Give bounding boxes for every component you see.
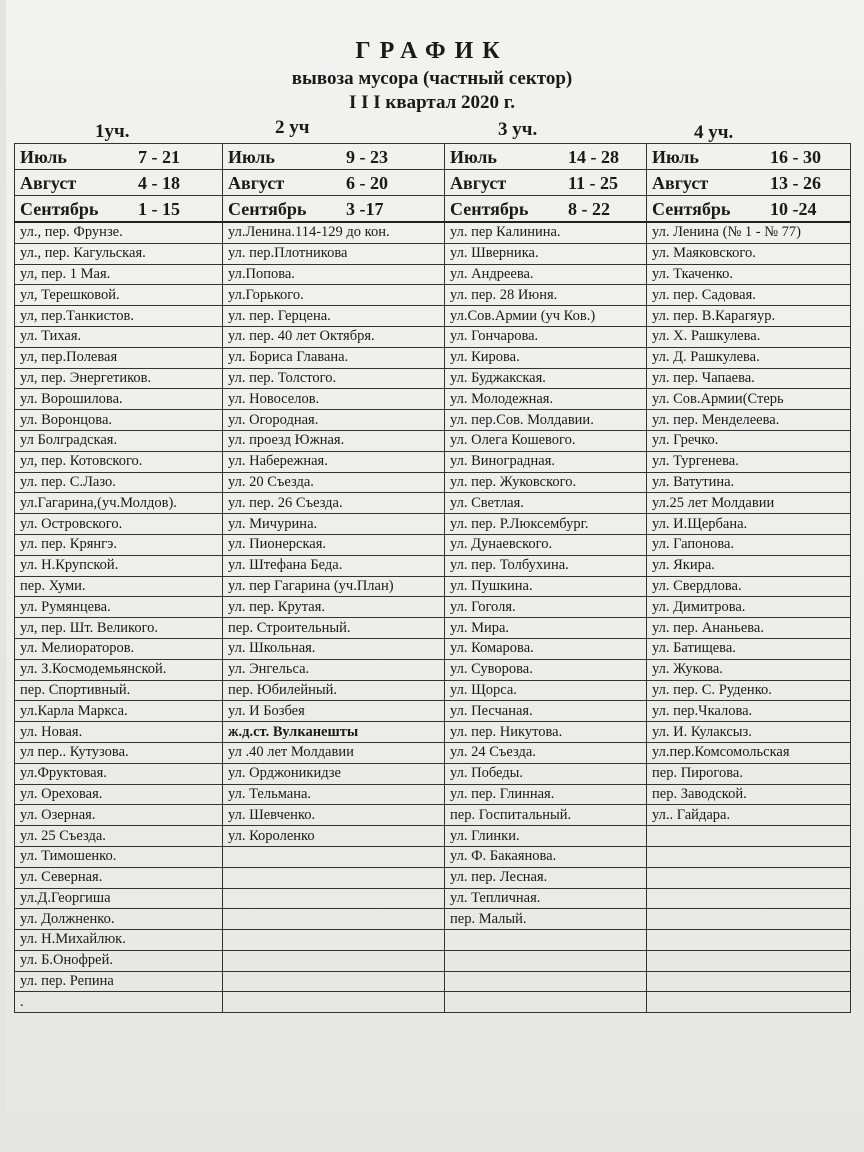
empty-cell bbox=[647, 971, 851, 992]
street-cell: ул.25 лет Молдавии bbox=[647, 493, 851, 514]
street-cell: ул. Б.Онофрей. bbox=[15, 950, 223, 971]
street-cell: ул. пер. С.Лазо. bbox=[15, 472, 223, 493]
district-4-label: 4 уч. bbox=[694, 122, 734, 143]
empty-cell bbox=[223, 867, 445, 888]
street-cell: ул. 25 Съезда. bbox=[15, 826, 223, 847]
street-cell: ул. Молодежная. bbox=[445, 389, 647, 410]
street-cell: ул. пер. Жуковского. bbox=[445, 472, 647, 493]
table-row bbox=[15, 950, 851, 971]
month-name: Июль bbox=[228, 146, 275, 167]
street-cell: . bbox=[15, 992, 223, 1013]
empty-cell bbox=[445, 930, 647, 951]
street-cell: ул. Мелиораторов. bbox=[15, 638, 223, 659]
table-row bbox=[15, 680, 851, 701]
document-subtitle: вывоза мусора (частный сектор) bbox=[291, 68, 573, 89]
district-2-label: 2 уч bbox=[275, 117, 310, 138]
day-range: 9 - 23 bbox=[346, 146, 388, 167]
table-row bbox=[15, 306, 851, 327]
day-range: 13 - 26 bbox=[770, 172, 821, 193]
table-row bbox=[15, 597, 851, 618]
street-cell: ул. Северная. bbox=[15, 867, 223, 888]
table-row bbox=[15, 472, 851, 493]
schedule-row-july bbox=[15, 144, 851, 170]
street-cell: ул. Тургенева. bbox=[647, 451, 851, 472]
empty-cell bbox=[445, 971, 647, 992]
table-row bbox=[15, 576, 851, 597]
schedule-cell bbox=[223, 144, 445, 170]
street-cell: ул. 20 Съезда. bbox=[223, 472, 445, 493]
month-name: Сентябрь bbox=[450, 198, 529, 219]
street-cell: ул. Маяковского. bbox=[647, 243, 851, 264]
table-row bbox=[15, 742, 851, 763]
street-cell: ул. Дунаевского. bbox=[445, 534, 647, 555]
table-row bbox=[15, 389, 851, 410]
quarter-label: I I I квартал 2020 г. bbox=[348, 92, 516, 113]
street-cell: ул. Пионерская. bbox=[223, 534, 445, 555]
street-cell: ул., пер. Фрунзе. bbox=[15, 222, 223, 243]
table-row bbox=[15, 909, 851, 930]
day-range: 8 - 22 bbox=[568, 198, 610, 219]
street-cell: ул. Н.Крупской. bbox=[15, 555, 223, 576]
street-cell: ул. Тимошенко. bbox=[15, 846, 223, 867]
street-cell: ул.Горького. bbox=[223, 285, 445, 306]
street-cell: ул.Карла Маркса. bbox=[15, 701, 223, 722]
schedule-cell bbox=[15, 170, 223, 196]
street-cell: ул. Орджоникидзе bbox=[223, 763, 445, 784]
street-cell: ул. Мичурина. bbox=[223, 514, 445, 535]
table-row bbox=[15, 430, 851, 451]
table-row bbox=[15, 285, 851, 306]
table-row bbox=[15, 264, 851, 285]
street-cell: ул. Буджакская. bbox=[445, 368, 647, 389]
month-name: Июль bbox=[20, 146, 67, 167]
day-range: 6 - 20 bbox=[346, 172, 388, 193]
day-range: 7 - 21 bbox=[138, 146, 180, 167]
day-range: 1 - 15 bbox=[138, 198, 180, 219]
month-name: Июль bbox=[652, 146, 699, 167]
table-row bbox=[15, 638, 851, 659]
street-cell: ул. Щорса. bbox=[445, 680, 647, 701]
schedule-cell bbox=[445, 144, 647, 170]
street-cell: ул.Фруктовая. bbox=[15, 763, 223, 784]
street-cell: ул. 24 Съезда. bbox=[445, 742, 647, 763]
street-cell: ул. Тепличная. bbox=[445, 888, 647, 909]
street-cell: пер. Хуми. bbox=[15, 576, 223, 597]
street-cell: ул. Огородная. bbox=[223, 410, 445, 431]
street-cell: ул. Гапонова. bbox=[647, 534, 851, 555]
table-row bbox=[15, 867, 851, 888]
day-range: 16 - 30 bbox=[770, 146, 821, 167]
month-name: Август bbox=[652, 172, 709, 193]
street-cell: ул. пер Калинина. bbox=[445, 222, 647, 243]
street-cell: ул. Гончарова. bbox=[445, 326, 647, 347]
street-cell: ул. Свердлова. bbox=[647, 576, 851, 597]
empty-cell bbox=[223, 846, 445, 867]
street-cell: ул. Озерная. bbox=[15, 805, 223, 826]
table-row bbox=[15, 451, 851, 472]
empty-cell bbox=[223, 950, 445, 971]
empty-cell bbox=[223, 888, 445, 909]
street-cell: ул. Островского. bbox=[15, 514, 223, 535]
street-cell: ул., пер. Кагульская. bbox=[15, 243, 223, 264]
empty-cell bbox=[647, 826, 851, 847]
street-cell: ул. Глинки. bbox=[445, 826, 647, 847]
street-cell: ул. Энгельса. bbox=[223, 659, 445, 680]
street-cell: ул. И. Кулаксыз. bbox=[647, 722, 851, 743]
street-cell: ул, пер. Шт. Великого. bbox=[15, 618, 223, 639]
street-cell: ул. Жукова. bbox=[647, 659, 851, 680]
day-range: 4 - 18 bbox=[138, 172, 180, 193]
street-cell: ул. пер.Чкалова. bbox=[647, 701, 851, 722]
street-cell: ул. пер. 26 Съезда. bbox=[223, 493, 445, 514]
street-cell: пер. Пирогова. bbox=[647, 763, 851, 784]
empty-cell bbox=[647, 909, 851, 930]
street-cell: ул. Олега Кошевого. bbox=[445, 430, 647, 451]
district-1-label: 1уч. bbox=[95, 121, 130, 142]
street-cell: ул. пер. Р.Люксембург. bbox=[445, 514, 647, 535]
street-cell: ул. пер.Плотникова bbox=[223, 243, 445, 264]
street-cell: ул. пер. Никутова. bbox=[445, 722, 647, 743]
table-row bbox=[15, 534, 851, 555]
table-row bbox=[15, 410, 851, 431]
table-row bbox=[15, 992, 851, 1013]
street-cell: ул. пер. Глинная. bbox=[445, 784, 647, 805]
empty-cell bbox=[647, 950, 851, 971]
street-cell: ул. И.Щербана. bbox=[647, 514, 851, 535]
street-cell: ул, Терешковой. bbox=[15, 285, 223, 306]
street-cell: ул. Шверника. bbox=[445, 243, 647, 264]
street-cell: ул .40 лет Молдавии bbox=[223, 742, 445, 763]
street-cell: ул. пер. С. Руденко. bbox=[647, 680, 851, 701]
street-cell: ул. И Бозбея bbox=[223, 701, 445, 722]
street-cell: ул. Н.Михайлюк. bbox=[15, 930, 223, 951]
district-3-label: 3 уч. bbox=[498, 119, 538, 140]
street-cell: ул. Тихая. bbox=[15, 326, 223, 347]
street-cell: ул. Школьная. bbox=[223, 638, 445, 659]
table-row bbox=[15, 493, 851, 514]
street-cell: ж.д.ст. Вулканешты bbox=[223, 722, 445, 743]
street-cell: ул.Попова. bbox=[223, 264, 445, 285]
day-range: 14 - 28 bbox=[568, 146, 619, 167]
table-row bbox=[15, 930, 851, 951]
street-cell: ул. Воронцова. bbox=[15, 410, 223, 431]
table-row bbox=[15, 222, 851, 243]
street-cell: ул. пер. Герцена. bbox=[223, 306, 445, 327]
street-cell: ул. Светлая. bbox=[445, 493, 647, 514]
empty-cell bbox=[445, 950, 647, 971]
street-cell: ул. Андреева. bbox=[445, 264, 647, 285]
street-cell: ул. Штефана Беда. bbox=[223, 555, 445, 576]
empty-cell bbox=[223, 909, 445, 930]
schedule-cell bbox=[15, 144, 223, 170]
street-cell: пер. Спортивный. bbox=[15, 680, 223, 701]
street-cell: ул. Суворова. bbox=[445, 659, 647, 680]
day-range: 3 -17 bbox=[346, 198, 384, 219]
schedule-cell bbox=[445, 196, 647, 223]
schedule-cell bbox=[647, 170, 851, 196]
empty-cell bbox=[223, 971, 445, 992]
street-cell: ул Болградская. bbox=[15, 430, 223, 451]
street-cell: ул, пер. Энергетиков. bbox=[15, 368, 223, 389]
street-cell: ул. Должненко. bbox=[15, 909, 223, 930]
street-cell: пер. Строительный. bbox=[223, 618, 445, 639]
street-cell: ул. Румянцева. bbox=[15, 597, 223, 618]
street-cell: ул. Х. Рашкулева. bbox=[647, 326, 851, 347]
street-cell: ул. пер. Крянгэ. bbox=[15, 534, 223, 555]
street-cell: ул, пер. Котовского. bbox=[15, 451, 223, 472]
street-cell: ул.Гагарина,(уч.Молдов). bbox=[15, 493, 223, 514]
table-row bbox=[15, 555, 851, 576]
street-cell: ул. пер. 40 лет Октября. bbox=[223, 326, 445, 347]
street-cell: ул. Виноградная. bbox=[445, 451, 647, 472]
street-cell: ул.Ленина.114-129 до кон. bbox=[223, 222, 445, 243]
street-cell: ул. Набережная. bbox=[223, 451, 445, 472]
document-title: ГРАФИК bbox=[355, 38, 509, 64]
empty-cell bbox=[223, 992, 445, 1013]
street-cell: ул. пер. Садовая. bbox=[647, 285, 851, 306]
empty-cell bbox=[647, 888, 851, 909]
street-cell: ул. пер. Репина bbox=[15, 971, 223, 992]
street-cell: ул, пер.Полевая bbox=[15, 347, 223, 368]
table-row bbox=[15, 784, 851, 805]
table-row bbox=[15, 888, 851, 909]
street-cell: ул. Мира. bbox=[445, 618, 647, 639]
schedule-table bbox=[14, 143, 851, 1013]
street-cell: ул. пер. Толбухина. bbox=[445, 555, 647, 576]
street-cell: ул. пер. Крутая. bbox=[223, 597, 445, 618]
empty-cell bbox=[445, 992, 647, 1013]
month-name: Август bbox=[450, 172, 507, 193]
street-cell: ул, пер. 1 Мая. bbox=[15, 264, 223, 285]
empty-cell bbox=[647, 930, 851, 951]
month-name: Август bbox=[228, 172, 285, 193]
table-row bbox=[15, 701, 851, 722]
table-row bbox=[15, 368, 851, 389]
street-cell: пер. Малый. bbox=[445, 909, 647, 930]
street-cell: ул. пер. Толстого. bbox=[223, 368, 445, 389]
day-range: 10 -24 bbox=[770, 198, 817, 219]
month-name: Август bbox=[20, 172, 77, 193]
table-row bbox=[15, 618, 851, 639]
street-cell: ул. Пушкина. bbox=[445, 576, 647, 597]
street-cell: ул. пер Гагарина (уч.План) bbox=[223, 576, 445, 597]
table-row bbox=[15, 722, 851, 743]
street-cell: ул. Ватутина. bbox=[647, 472, 851, 493]
table-row bbox=[15, 243, 851, 264]
street-cell: ул. пер.Сов. Молдавии. bbox=[445, 410, 647, 431]
table-row bbox=[15, 826, 851, 847]
table-row bbox=[15, 659, 851, 680]
street-cell: ул.. Гайдара. bbox=[647, 805, 851, 826]
street-cell: ул. Димитрова. bbox=[647, 597, 851, 618]
street-cell: ул. Ф. Бакаянова. bbox=[445, 846, 647, 867]
street-cell: ул. Гоголя. bbox=[445, 597, 647, 618]
table-row bbox=[15, 347, 851, 368]
month-name: Сентябрь bbox=[228, 198, 307, 219]
month-name: Сентябрь bbox=[20, 198, 99, 219]
schedule-row-september bbox=[15, 196, 851, 223]
street-cell: ул пер.. Кутузова. bbox=[15, 742, 223, 763]
street-cell: ул. Новоселов. bbox=[223, 389, 445, 410]
street-cell: ул. З.Космодемьянской. bbox=[15, 659, 223, 680]
table-row bbox=[15, 846, 851, 867]
street-cell: ул. пер. 28 Июня. bbox=[445, 285, 647, 306]
street-cell: ул. Новая. bbox=[15, 722, 223, 743]
street-cell: ул. Ворошилова. bbox=[15, 389, 223, 410]
street-cell: ул. Батищева. bbox=[647, 638, 851, 659]
street-cell: пер. Заводской. bbox=[647, 784, 851, 805]
street-cell: ул. Комарова. bbox=[445, 638, 647, 659]
schedule-cell bbox=[223, 170, 445, 196]
street-cell: ул. проезд Южная. bbox=[223, 430, 445, 451]
table-row bbox=[15, 763, 851, 784]
empty-cell bbox=[647, 867, 851, 888]
street-cell: ул. Кирова. bbox=[445, 347, 647, 368]
schedule-cell bbox=[647, 196, 851, 223]
table-row bbox=[15, 514, 851, 535]
street-cell: ул, пер.Танкистов. bbox=[15, 306, 223, 327]
street-cell: ул. Ткаченко. bbox=[647, 264, 851, 285]
street-cell: ул. Сов.Армии(Стерь bbox=[647, 389, 851, 410]
street-cell: ул. Ореховая. bbox=[15, 784, 223, 805]
street-cell: ул. Короленко bbox=[223, 826, 445, 847]
schedule-cell bbox=[15, 196, 223, 223]
street-cell: пер. Госпитальный. bbox=[445, 805, 647, 826]
street-cell: ул.пер.Комсомольская bbox=[647, 742, 851, 763]
street-cell: ул. Тельмана. bbox=[223, 784, 445, 805]
street-cell: ул. Якира. bbox=[647, 555, 851, 576]
street-cell: ул. Гречко. bbox=[647, 430, 851, 451]
schedule-cell bbox=[445, 170, 647, 196]
schedule-cell bbox=[223, 196, 445, 223]
empty-cell bbox=[647, 846, 851, 867]
day-range: 11 - 25 bbox=[568, 172, 619, 193]
street-cell: ул. Ленина (№ 1 - № 77) bbox=[647, 222, 851, 243]
schedule-cell bbox=[647, 144, 851, 170]
empty-cell bbox=[223, 930, 445, 951]
month-name: Сентябрь bbox=[652, 198, 731, 219]
street-cell: ул. Д. Рашкулева. bbox=[647, 347, 851, 368]
schedule-row-august bbox=[15, 170, 851, 196]
street-cell: ул.Д.Георгиша bbox=[15, 888, 223, 909]
table-row bbox=[15, 971, 851, 992]
empty-cell bbox=[647, 992, 851, 1013]
street-cell: ул. пер. Менделеева. bbox=[647, 410, 851, 431]
street-cell: ул. Шевченко. bbox=[223, 805, 445, 826]
street-cell: ул.Сов.Армии (уч Ков.) bbox=[445, 306, 647, 327]
table-row bbox=[15, 326, 851, 347]
street-cell: ул. пер. В.Карагяур. bbox=[647, 306, 851, 327]
street-cell: пер. Юбилейный. bbox=[223, 680, 445, 701]
table-row bbox=[15, 805, 851, 826]
street-cell: ул. Победы. bbox=[445, 763, 647, 784]
street-cell: ул. пер. Лесная. bbox=[445, 867, 647, 888]
month-name: Июль bbox=[450, 146, 497, 167]
street-cell: ул. Песчаная. bbox=[445, 701, 647, 722]
street-cell: ул. пер. Ананьева. bbox=[647, 618, 851, 639]
street-cell: ул. пер. Чапаева. bbox=[647, 368, 851, 389]
street-cell: ул. Бориса Главана. bbox=[223, 347, 445, 368]
